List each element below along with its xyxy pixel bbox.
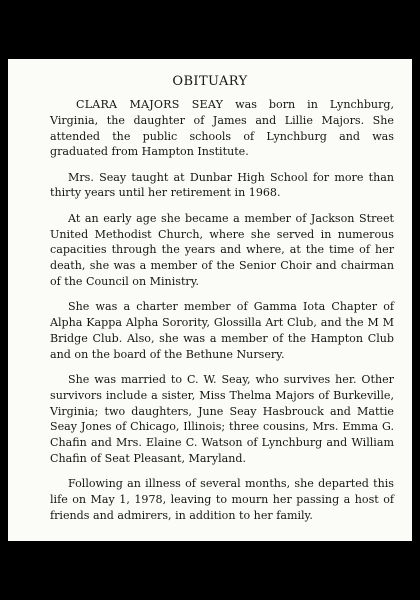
paragraph-survivors: She was married to C. W. Seay, who survives her. Other survivors include a sister, Miss Thelma Majors of Burkeville, Virginia; two daughters, June Seay Hasbrouck and Mattie Seay Jones of Chicago, Illinois; three cousins, Mrs. Emma G. Chafin and Mrs. Elaine C. Watson of Lynchburg and William Chafin of Seat Pleasant, Maryland. [50, 372, 394, 465]
paragraph-birth [50, 97, 394, 160]
deceased-name: CLARA MAJORS SEAY [76, 98, 224, 111]
paragraph-memberships: She was a charter member of Gamma Iota Chapter of Alpha Kappa Alpha Sorority, Glossilla Art Club, and the M M Bridge Club. Also, she was a member of the Hampton Club and on the board of the Bethune Nursery. [50, 300, 394, 361]
paragraph-church: At an early age she became a member of Jackson Street United Methodist Church, where she served in numerous capacities through the years and where, at the time of her death, she was a member of the Senior Choir and chairman of the Council on Ministry. [50, 211, 394, 288]
paragraph-career: Mrs. Seay taught at Dunbar High School for more than thirty years until her retirement in 1968. [50, 170, 394, 200]
paragraph-birth-text: was born in Lynchburg, Virginia, the daughter of James and Lillie Majors. She attended the public schools of Lynchburg and was graduated from Hampton Institute. [50, 98, 394, 159]
document-page [8, 59, 412, 541]
obituary-body [50, 97, 394, 533]
paragraph-passing: Following an illness of several months, she departed this life on May 1, 1978, leaving to mourn her passing a host of friends and admirers, in addition to her family. [50, 477, 394, 522]
document-title: OBITUARY [172, 74, 248, 89]
